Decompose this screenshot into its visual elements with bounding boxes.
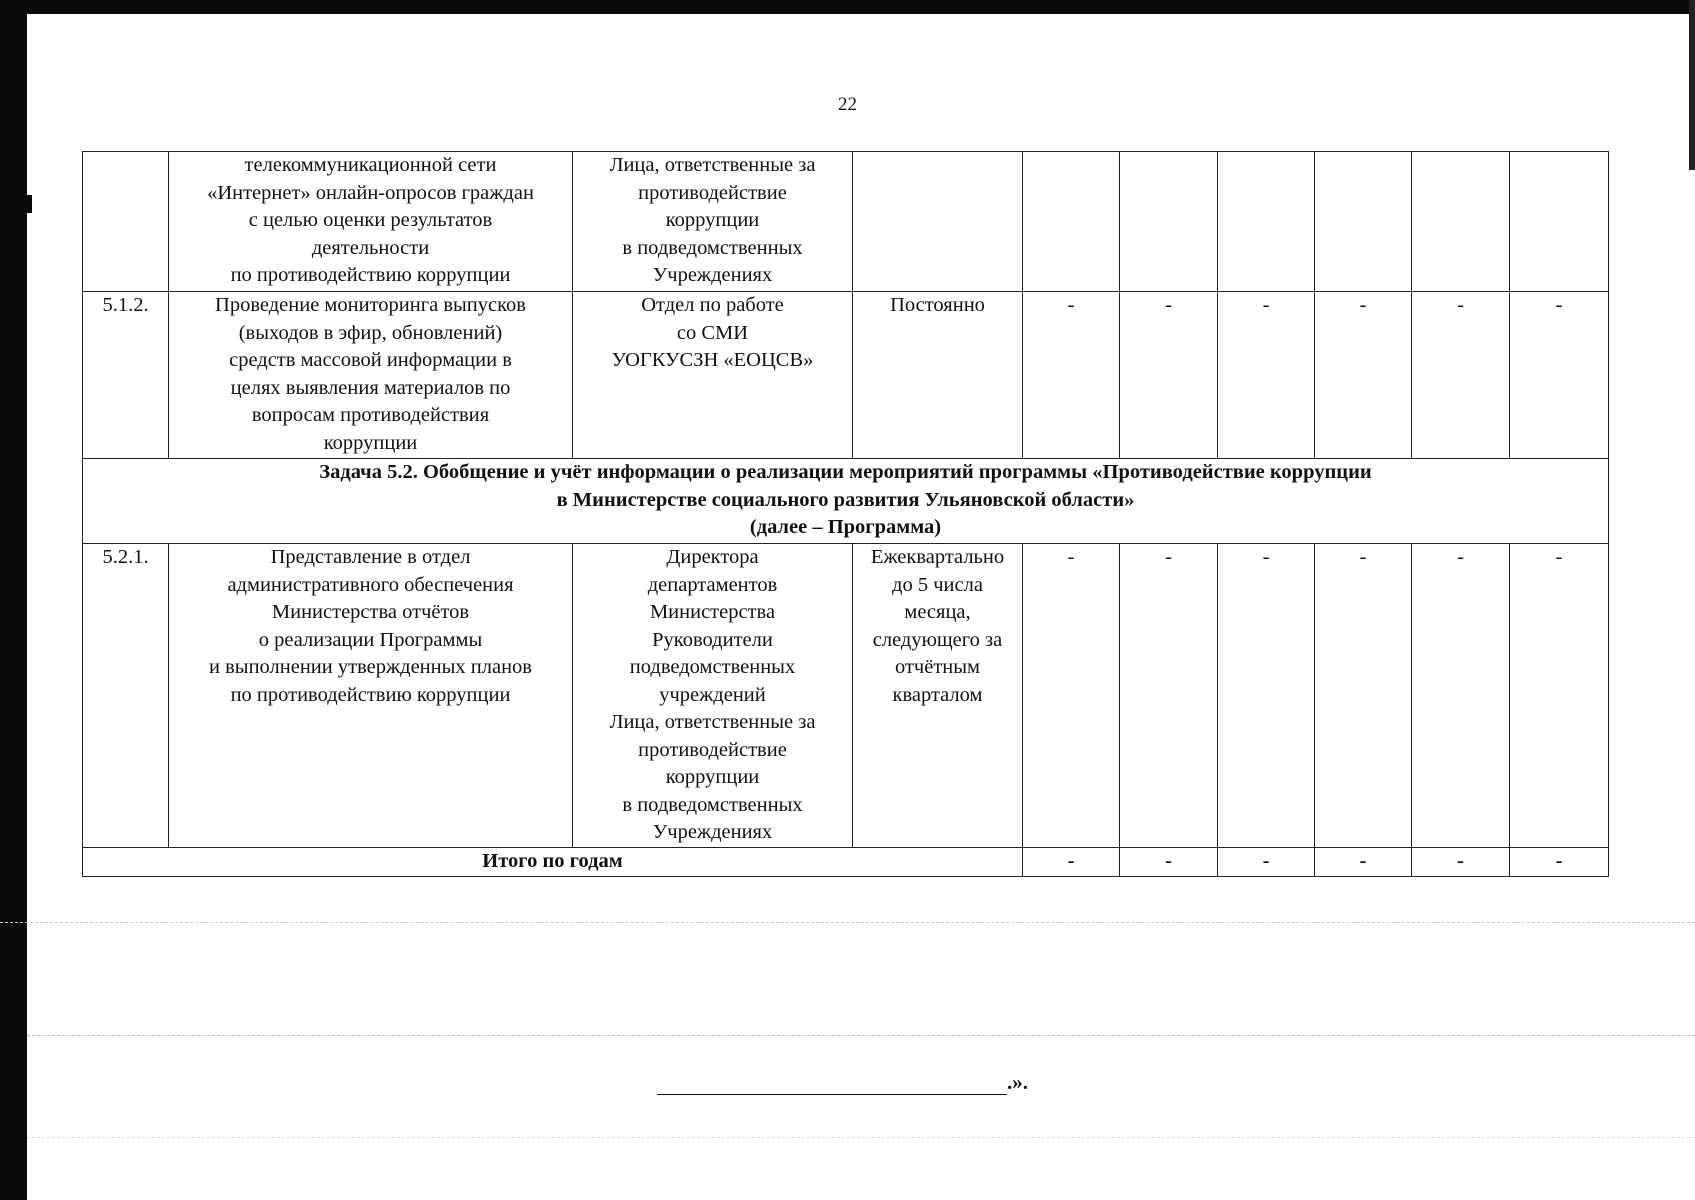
scan-noise-line: [27, 1137, 1695, 1138]
task-heading-line: (далее – Программа): [749, 516, 942, 538]
term-cell: [853, 292, 1023, 459]
scan-border-left: [0, 0, 27, 1200]
scan-border-top: [0, 0, 1695, 14]
totals-row: [83, 848, 1609, 877]
term-line: Ежеквартально: [870, 546, 1005, 568]
year-cell: -: [1315, 292, 1412, 459]
responsible-line: подведомственных: [629, 656, 796, 678]
responsible-line: Лица, ответственные за: [609, 154, 816, 176]
measure-line: средств массовой информации в: [229, 349, 512, 371]
measure-line: по противодействию коррупции: [230, 264, 511, 286]
totals-label: Итого по годам: [83, 848, 1023, 877]
year-cell: [1510, 152, 1609, 292]
scan-noise-line: [27, 1035, 1695, 1036]
task-heading-line: в Министерстве социального развития Ульяновской области»: [556, 488, 1135, 511]
year-cell: -: [1412, 544, 1510, 848]
total-year-cell: -: [1120, 848, 1218, 877]
measure-line: Министерства отчётов: [271, 601, 470, 623]
measure-line: коррупции: [323, 431, 418, 454]
responsible-line: противодействие: [638, 181, 787, 204]
responsible-line: в подведомственных: [622, 793, 803, 816]
responsible-line: УОГКУСЗН «ЕОЦСВ»: [611, 349, 814, 371]
responsible-line: Учреждениях: [652, 264, 773, 286]
year-cell: [1412, 152, 1510, 292]
measure-line: с целью оценки результатов: [248, 209, 493, 231]
measure-line: «Интернет» онлайн-опросов граждан: [207, 181, 534, 204]
term-line: отчётным: [894, 656, 981, 678]
measure-line: о реализации Программы: [258, 628, 483, 651]
total-year-cell: -: [1315, 848, 1412, 877]
year-cell: [1023, 152, 1120, 292]
closing-mark: [657, 1070, 1028, 1095]
signature-line: [657, 1070, 1007, 1095]
measure-line: (выходов в эфир, обновлений): [238, 321, 503, 344]
measure-line: целях выявления материалов по: [230, 376, 511, 399]
responsible-line: Руководители: [652, 628, 773, 651]
measure-cell: [169, 152, 573, 292]
year-cell: -: [1218, 292, 1315, 459]
total-year-cell: -: [1412, 848, 1510, 877]
table-row: [83, 292, 1609, 459]
responsible-line: Министерства: [649, 601, 776, 623]
measure-line: вопросам противодействия: [251, 404, 490, 426]
row-number-cell: 5.1.2.: [83, 292, 169, 459]
year-cell: -: [1218, 544, 1315, 848]
year-cell: -: [1315, 544, 1412, 848]
year-cell: -: [1023, 292, 1120, 459]
program-activities-table: [82, 151, 1609, 877]
measure-line: и выполнении утвержденных планов: [209, 656, 532, 678]
year-cell: -: [1510, 292, 1609, 459]
responsible-cell: [573, 544, 853, 848]
responsible-line: Учреждениях: [652, 821, 773, 843]
total-year-cell: -: [1023, 848, 1120, 877]
term-line: следующего за: [872, 628, 1003, 651]
year-cell: -: [1510, 544, 1609, 848]
scan-noise-line: [0, 922, 1695, 923]
responsible-line: Директора: [666, 546, 759, 568]
measure-line: Представление в отдел: [270, 546, 471, 568]
task-heading-cell: [83, 459, 1609, 544]
measure-line: по противодействию коррупции: [230, 683, 511, 706]
term-cell: [853, 152, 1023, 292]
year-cell: [1120, 152, 1218, 292]
responsible-line: коррупции: [665, 209, 760, 231]
responsible-line: коррупции: [665, 766, 760, 788]
responsible-cell: [573, 292, 853, 459]
year-cell: -: [1120, 544, 1218, 848]
scan-border-right: [1689, 0, 1695, 170]
task-heading-row: [83, 459, 1609, 544]
year-cell: [1218, 152, 1315, 292]
closing-quote: .».: [1007, 1070, 1028, 1094]
measure-cell: [169, 544, 573, 848]
measure-line: деятельности: [311, 236, 430, 259]
year-cell: -: [1120, 292, 1218, 459]
measure-line: Проведение мониторинга выпусков: [215, 294, 526, 316]
term-cell: [853, 544, 1023, 848]
responsible-line: со СМИ: [676, 321, 749, 344]
scan-border-notch: [0, 195, 32, 213]
responsible-line: департаментов: [647, 573, 778, 596]
table-row: [83, 152, 1609, 292]
term-line: кварталом: [892, 683, 983, 706]
term-line: месяца,: [904, 601, 971, 623]
responsible-line: учреждений: [659, 683, 766, 706]
measure-line: телекоммуникационной сети: [244, 154, 497, 176]
row-number-cell: 5.2.1.: [83, 544, 169, 848]
page-number: 22: [838, 94, 857, 115]
responsible-line: в подведомственных: [622, 236, 803, 259]
responsible-line: противодействие: [638, 738, 787, 761]
task-heading-line: Задача 5.2. Обобщение и учёт информации о реализации мероприятий программы «Противодействие коррупции: [319, 461, 1372, 483]
measure-line: административного обеспечения: [227, 573, 514, 596]
row-number-cell: [83, 152, 169, 292]
term-line: Постоянно: [890, 294, 985, 316]
year-cell: -: [1023, 544, 1120, 848]
responsible-cell: [573, 152, 853, 292]
responsible-line: Отдел по работе: [641, 294, 784, 316]
total-year-cell: -: [1218, 848, 1315, 877]
year-cell: [1315, 152, 1412, 292]
measure-cell: [169, 292, 573, 459]
responsible-line: Лица, ответственные за: [609, 711, 816, 733]
table-row: [83, 544, 1609, 848]
total-year-cell: -: [1510, 848, 1609, 877]
term-line: до 5 числа: [892, 573, 983, 596]
year-cell: -: [1412, 292, 1510, 459]
